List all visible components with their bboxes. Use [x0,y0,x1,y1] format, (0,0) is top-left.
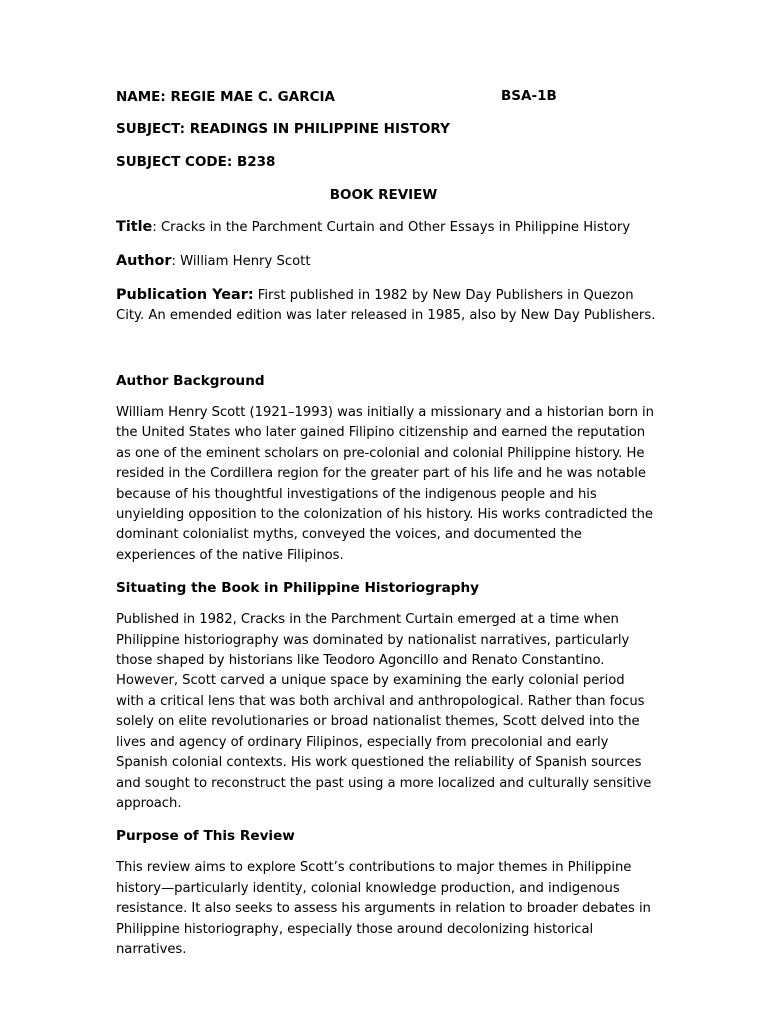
publication-year-label: Publication Year: [116,287,254,303]
book-author-value: : William Henry Scott [171,254,311,269]
section-heading-historiography: Situating the Book in Philippine Historiography [116,580,480,597]
book-title-value: : Cracks in the Parchment Curtain and Other Essays in Philippine History [152,220,631,235]
subject-code-line: SUBJECT CODE: B238 [116,154,276,170]
document-title: BOOK REVIEW [329,187,438,203]
student-section: BSA-1B [501,88,557,104]
book-author-label: Author [116,253,172,269]
section-heading-purpose: Purpose of This Review [116,828,295,845]
document-page [116,86,656,960]
section-body-purpose: This review aims to explore Scott’s contributions to major themes in Philippine history—particularly identity, colonial knowledge production, and indigenous resistance. It also seeks to assess his arguments in relation to broader debates in Philippine historiography, especially those around decolonizing historical narratives. [116,860,651,957]
book-title-label: Title [116,219,153,235]
publication-year-field [116,285,656,326]
section-body-historiography: Published in 1982, Cracks in the Parchment Curtain emerged at a time when Philippine historiography was dominated by nationalist narratives, particularly those shaped by historians like Teodoro Agoncillo and Renato Constantino. However, Scott carved a unique space by examining the early colonial period with a critical lens that was both archival and anthropological. Rather than focus solely on elite revolutionaries or broad nationalist themes, Scott delved into the lives and agency of ordinary Filipinos, especially from precolonial and early Spanish colonial contexts. His work questioned the reliability of Spanish sources and sought to reconstruct the past using a more localized and culturally sensitive approach. [116,612,652,811]
book-title-field [116,217,656,238]
section-body-author-background: William Henry Scott (1921–1993) was initially a missionary and a historian born in the United States who later gained Filipino citizenship and earned the reputation as one of the eminent scholars on pre-colonial and colonial Philippine history. He resided in the Cordillera region for the greater part of his life and he was notable because of his thoughtful investigations of the indigenous people and his unyielding opposition to the colonization of his history. His works contradicted the dominant colonialist myths, conveyed the voices, and documented the experiences of the native Filipinos. [116,405,654,563]
subject-line: SUBJECT: READINGS IN PHILIPPINE HISTORY [116,121,450,137]
student-name: NAME: REGIE MAE C. GARCIA [116,89,335,105]
section-heading-author-background: Author Background [116,373,265,389]
name-row [116,86,656,106]
publication-year-value: First published in 1982 by New Day Publishers in Quezon City. An emended edition was later released in 1985, also by New Day Publishers. [116,288,656,323]
book-author-field [116,251,656,272]
